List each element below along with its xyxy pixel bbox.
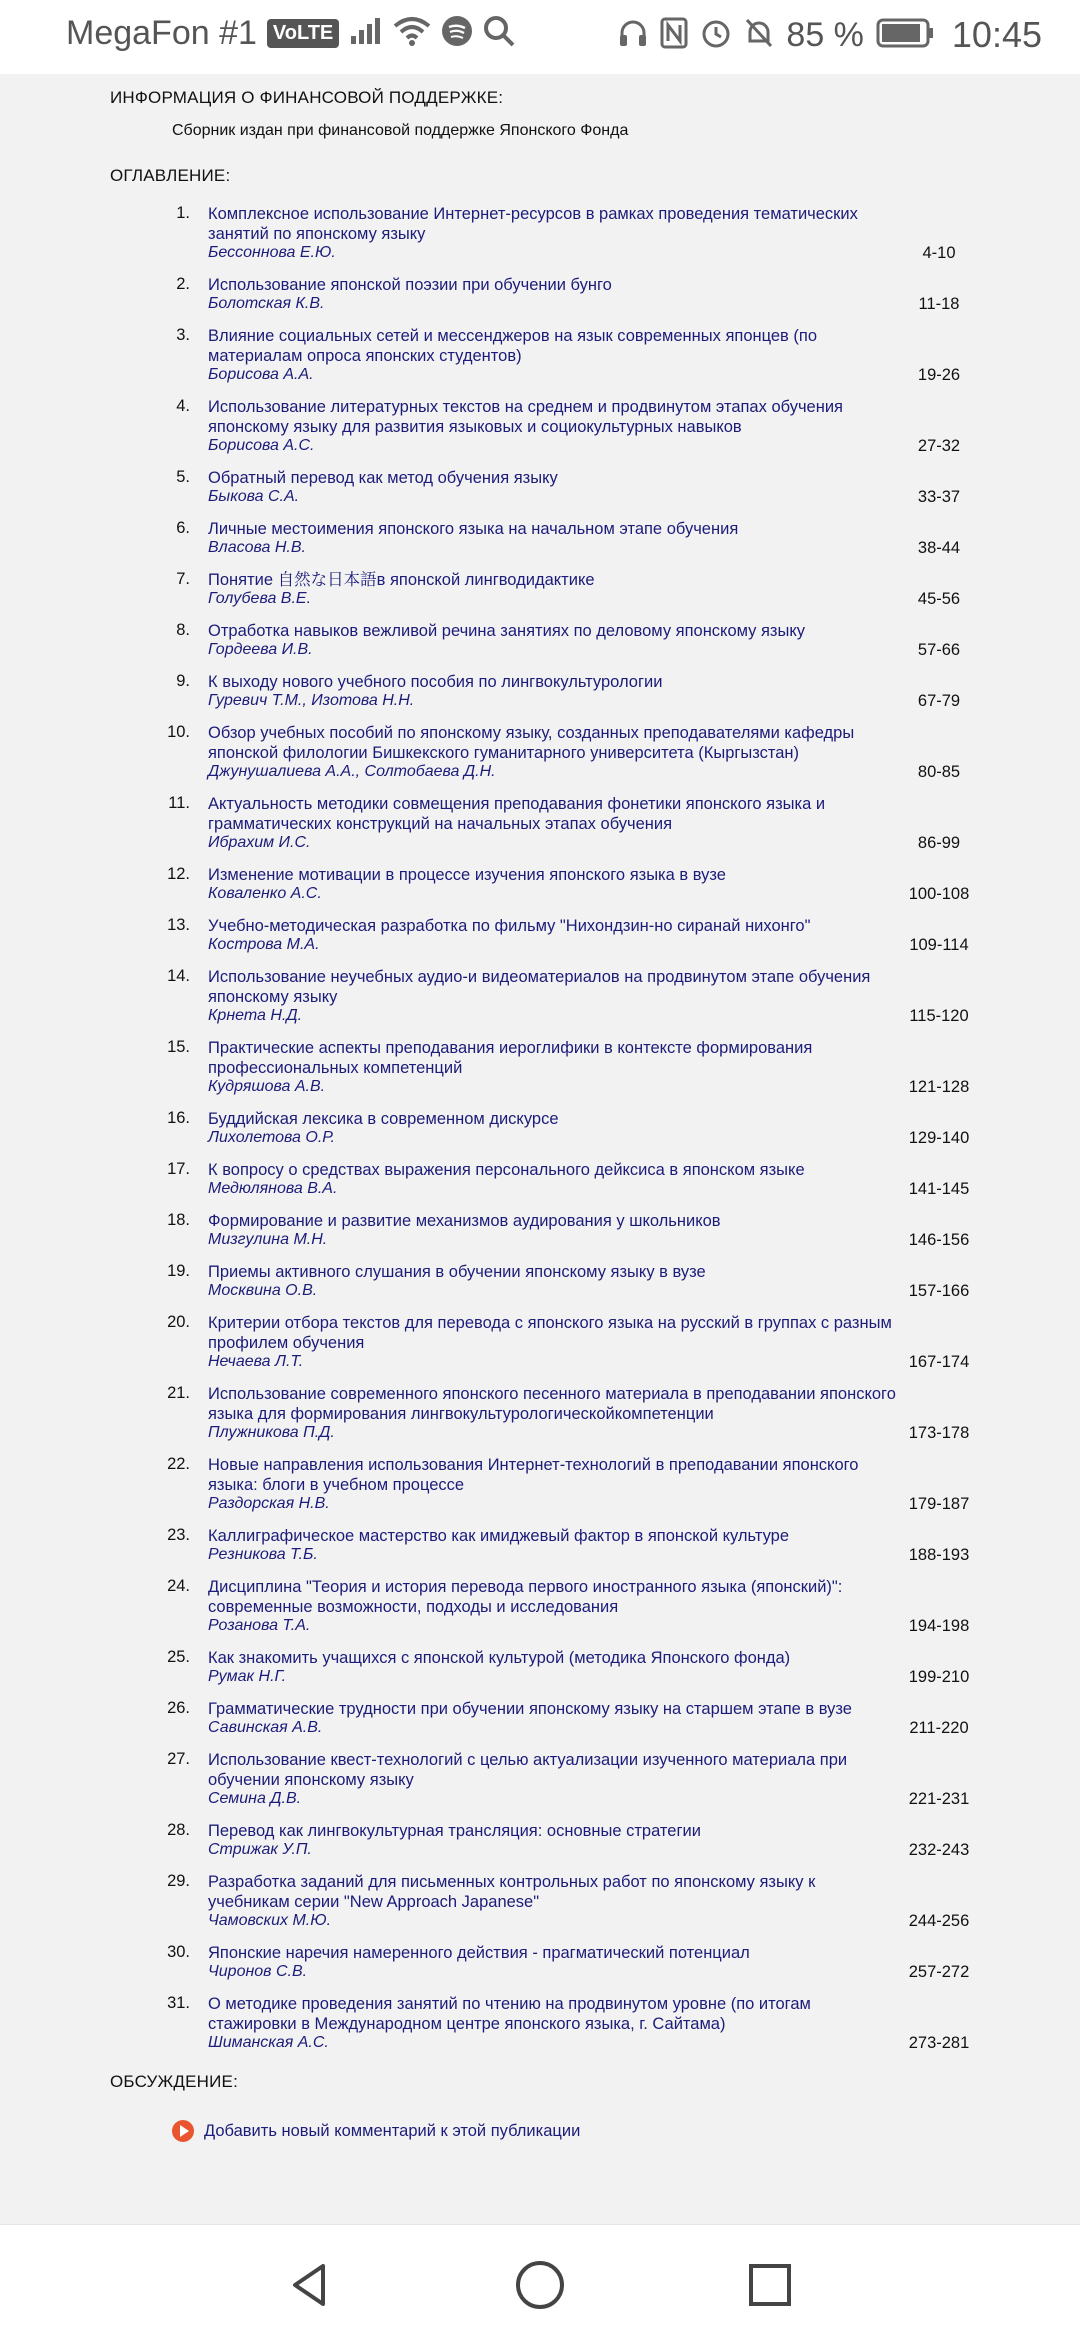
toc-item-pages: 232-243 xyxy=(908,1841,970,1859)
toc-item-author: Болотская К.В. xyxy=(208,295,325,312)
toc-item-number: 15. xyxy=(167,1038,190,1056)
finance-heading: ИНФОРМАЦИЯ О ФИНАНСОВОЙ ПОДДЕРЖКЕ: xyxy=(110,88,504,107)
toc-item-title[interactable]: Практические аспекты преподавания иероглифики в контексте формирования профессиональных компетенций xyxy=(208,1039,813,1077)
carrier-name: MegaFon #1 xyxy=(66,14,257,52)
toc-item-title[interactable]: Перевод как лингвокультурная трансляция: основные стратегии xyxy=(208,1822,701,1840)
toc-item-title[interactable]: Использование современного японского песенного материала в преподавании японского языка для формирования лингвокультурологическойкомпетенции xyxy=(208,1385,896,1423)
toc-item-author: Шиманская А.С. xyxy=(208,2034,329,2051)
toc-item-author: Мизгулина М.Н. xyxy=(208,1231,328,1248)
toc-item-pages: 179-187 xyxy=(908,1495,970,1513)
toc-item-number: 6. xyxy=(176,519,190,537)
toc-item-number: 27. xyxy=(167,1750,190,1768)
toc-item-pages: 33-37 xyxy=(917,488,961,506)
toc-item-author: Власова Н.В. xyxy=(208,539,306,556)
toc-item-author: Нечаева Л.Т. xyxy=(208,1353,304,1370)
toc-item-author: Бессоннова Е.Ю. xyxy=(208,244,336,261)
toc-item-title[interactable]: Изменение мотивации в процессе изучения японского языка в вузе xyxy=(208,866,726,884)
toc-item-title[interactable]: Каллиграфическое мастерство как имиджевый фактор в японской культуре xyxy=(208,1527,790,1545)
toc-item-number: 8. xyxy=(176,621,190,639)
toc-item-title[interactable]: К вопросу о средствах выражения персонального дейксиса в японском языке xyxy=(208,1161,805,1179)
wifi-icon xyxy=(393,16,431,51)
toc-item-number: 4. xyxy=(176,397,190,415)
toc-item-pages: 257-272 xyxy=(908,1963,970,1981)
toc-item-author: Голубева В.Е. xyxy=(208,590,312,607)
toc-item-title[interactable]: Обратный перевод как метод обучения языку xyxy=(208,469,558,487)
toc-item-title[interactable]: Как знакомить учащихся с японской культурой (методика Японского фонда) xyxy=(208,1649,791,1667)
clock: 10:45 xyxy=(951,14,1042,55)
toc-item-pages: 11-18 xyxy=(918,295,960,313)
toc-item-pages: 167-174 xyxy=(908,1353,970,1371)
volte-badge: VoLTE xyxy=(267,19,339,48)
toc-item-pages: 173-178 xyxy=(908,1424,970,1442)
toc-item-author: Чиронов С.В. xyxy=(208,1963,308,1980)
toc-item-author: Гордеева И.В. xyxy=(208,641,313,658)
home-button[interactable] xyxy=(510,2255,570,2315)
toc-item-title[interactable]: О методике проведения занятий по чтению на продвинутом уровне (по итогам стажировки в Международном центре японского языка, г. Сайтама) xyxy=(208,1995,811,2033)
toc-item-title[interactable]: Использование квест-технологий с целью актуализации изученного материала при обучении японскому языку xyxy=(208,1751,848,1789)
toc-item-pages: 211-220 xyxy=(909,1719,969,1737)
toc-item-number: 7. xyxy=(176,570,190,588)
toc-item-title[interactable]: Отработка навыков вежливой речина занятиях по деловому японскому языку xyxy=(208,622,806,640)
discussion-heading: ОБСУЖДЕНИЕ: xyxy=(110,2072,239,2091)
toc-item-pages: 67-79 xyxy=(917,692,961,710)
toc-item-title[interactable]: Грамматические трудности при обучении японскому языку на старшем этапе в вузе xyxy=(208,1700,852,1718)
toc-item-title[interactable]: Использование неучебных аудио-и видеоматериалов на продвинутом этапе обучения японскому языку xyxy=(208,968,871,1006)
toc-item-pages: 57-66 xyxy=(917,641,961,659)
status-right xyxy=(618,14,1042,56)
toc-item-number: 22. xyxy=(167,1455,190,1473)
toc-item-author: Савинская А.В. xyxy=(208,1719,323,1736)
toc-item-title[interactable]: Использование японской поэзии при обучении бунго xyxy=(208,276,612,294)
toc-item-number: 31. xyxy=(167,1994,190,2012)
toc-item-pages: 188-193 xyxy=(908,1546,970,1564)
toc-item-pages: 109-114 xyxy=(909,936,969,954)
toc-item-author: Лихолетова О.Р. xyxy=(208,1129,335,1146)
toc-item-number: 24. xyxy=(167,1577,190,1595)
toc-item-pages: 4-10 xyxy=(922,244,956,262)
toc-item-author: Кудряшова А.В. xyxy=(208,1078,326,1095)
toc-item-pages: 19-26 xyxy=(917,366,961,384)
toc-item-title[interactable]: Критерии отбора текстов для перевода с японского языка на русский в группах с разным профилем обучения xyxy=(208,1314,892,1352)
toc-heading: ОГЛАВЛЕНИЕ: xyxy=(110,166,231,185)
back-button[interactable] xyxy=(280,2255,340,2315)
toc-item-author: Медюлянова В.А. xyxy=(208,1180,338,1197)
toc-item-number: 5. xyxy=(176,468,190,486)
toc-item-pages: 129-140 xyxy=(908,1129,970,1147)
finance-text: Сборник издан при финансовой поддержке Японского Фонда xyxy=(172,122,629,139)
status-bar xyxy=(0,0,1080,74)
toc-item-author: Коваленко А.С. xyxy=(208,885,322,902)
toc-item-pages: 38-44 xyxy=(917,539,961,557)
toc-item-number: 12. xyxy=(167,865,190,883)
page-content xyxy=(0,74,1080,2224)
toc-item-pages: 146-156 xyxy=(908,1231,970,1249)
back-icon xyxy=(285,2260,335,2310)
toc-item-author: Резникова Т.Б. xyxy=(208,1546,318,1563)
toc-item-pages: 45-56 xyxy=(917,590,961,608)
toc-item-title[interactable]: Японские наречия намеренного действия - прагматический потенциал xyxy=(208,1944,750,1962)
signal-icon xyxy=(349,16,383,51)
nfc-icon xyxy=(660,17,688,54)
dnd-icon xyxy=(744,17,774,54)
headphones-icon xyxy=(618,18,648,53)
toc-item-pages: 27-32 xyxy=(917,437,961,455)
toc-item-title[interactable]: Обзор учебных пособий по японскому языку, созданных преподавателями кафедры японской филологии Бишкекского гуманитарного университета (Кыргызстан) xyxy=(208,724,855,762)
toc-item-pages: 244-256 xyxy=(908,1912,970,1930)
battery-icon xyxy=(876,18,934,53)
toc-item-pages: 194-198 xyxy=(908,1617,970,1635)
status-left xyxy=(66,14,515,53)
toc-item-pages: 100-108 xyxy=(908,885,970,903)
toc-item-author: Раздорская Н.В. xyxy=(208,1495,330,1512)
toc-item-title[interactable]: Дисциплина "Теория и история перевода первого иностранного языка (японский)": современные возможности, подходы и исследования xyxy=(208,1578,843,1616)
toc-item-title[interactable]: Использование литературных текстов на среднем и продвинутом этапах обучения японскому языку для развития языковых и социокультурных навыков xyxy=(208,398,843,436)
toc-item-number: 21. xyxy=(167,1384,190,1402)
toc-item-title[interactable]: Комплексное использование Интернет-ресурсов в рамках проведения тематических занятий по японскому языку xyxy=(208,205,858,243)
navigation-bar xyxy=(0,2224,1080,2341)
toc-item-number: 23. xyxy=(167,1526,190,1544)
toc-item-title[interactable]: Разработка заданий для письменных контрольных работ по японскому языку к учебникам серии "New Approach Japanese" xyxy=(208,1873,816,1911)
toc-item-pages: 221-231 xyxy=(908,1790,970,1808)
toc-item-author: Кострова М.А. xyxy=(208,936,320,953)
toc-item-pages: 121-128 xyxy=(908,1078,970,1096)
toc-item-number: 28. xyxy=(167,1821,190,1839)
toc-item-title[interactable]: Новые направления использования Интернет-технологий в преподавании японского языка: блоги в учебном процессе xyxy=(208,1456,859,1494)
spotify-icon xyxy=(441,15,473,52)
battery-percent: 85 % xyxy=(786,15,864,54)
toc-item-author: Крнета Н.Д. xyxy=(208,1007,303,1024)
toc-item-pages: 273-281 xyxy=(908,2034,970,2052)
toc-item-title[interactable]: Актуальность методики совмещения преподавания фонетики японского языка и грамматических конструкций на начальных этапах обучения xyxy=(208,795,826,833)
toc-item-pages: 80-85 xyxy=(917,763,961,781)
toc-item-author: Гуревич Т.М., Изотова Н.Н. xyxy=(208,692,415,709)
toc-item-title[interactable]: Понятие 自然な日本語в японской лингводидактике xyxy=(208,571,595,589)
toc-item-author: Москвина О.В. xyxy=(208,1282,318,1299)
toc-item-author: Борисова А.А. xyxy=(208,366,314,383)
toc-item-number: 11. xyxy=(168,794,190,812)
toc-item-number: 16. xyxy=(167,1109,190,1127)
toc-item-number: 2. xyxy=(176,275,190,293)
toc-item-title[interactable]: Приемы активного слушания в обучении японскому языку в вузе xyxy=(208,1263,706,1281)
add-comment-link[interactable] xyxy=(172,2120,580,2142)
toc-item-number: 13. xyxy=(167,916,190,934)
toc-item-pages: 86-99 xyxy=(917,834,961,852)
toc-item-pages: 141-145 xyxy=(908,1180,970,1198)
toc-item-title[interactable]: К выходу нового учебного пособия по лингвокультурологии xyxy=(208,673,663,691)
search-icon xyxy=(483,15,515,52)
toc-item-author: Джунушалиева А.А., Солтобаева Д.Н. xyxy=(208,763,496,780)
recents-icon xyxy=(746,2261,794,2309)
toc-item-number: 26. xyxy=(167,1699,190,1717)
toc-item-author: Борисова А.С. xyxy=(208,437,315,454)
toc-item-number: 29. xyxy=(167,1872,190,1890)
home-icon xyxy=(514,2259,566,2311)
toc-item-number: 10. xyxy=(167,723,190,741)
toc-item-number: 18. xyxy=(167,1211,190,1229)
toc-item-number: 30. xyxy=(167,1943,190,1961)
toc-item-number: 14. xyxy=(167,967,190,985)
toc-item-author: Семина Д.В. xyxy=(208,1790,302,1807)
toc-item-pages: 115-120 xyxy=(909,1007,969,1025)
toc-item-author: Чамовских М.Ю. xyxy=(208,1912,332,1929)
add-comment-label: Добавить новый комментарий к этой публикации xyxy=(204,2121,581,2140)
toc-item-number: 25. xyxy=(167,1648,190,1666)
alarm-icon xyxy=(700,17,732,54)
toc-item-title[interactable]: Влияние социальных сетей и мессенджеров на язык современных японцев (по материалам опроса японских студентов) xyxy=(208,327,818,365)
toc-item-title[interactable]: Буддийская лексика в современном дискурсе xyxy=(208,1110,559,1128)
toc-item-pages: 157-166 xyxy=(908,1282,970,1300)
toc-item-number: 9. xyxy=(176,672,190,690)
toc-item-title[interactable]: Формирование и развитие механизмов аудирования у школьников xyxy=(208,1212,721,1230)
toc-item-number: 3. xyxy=(176,326,190,344)
toc-item-number: 17. xyxy=(167,1160,190,1178)
toc-item-author: Плужникова П.Д. xyxy=(208,1424,335,1441)
toc-item-title[interactable]: Учебно-методическая разработка по фильму "Нихондзин-но сиранай нихонго" xyxy=(208,917,811,935)
toc-item-author: Быкова С.А. xyxy=(208,488,300,505)
toc-item-author: Стрижак У.П. xyxy=(208,1841,312,1858)
recents-button[interactable] xyxy=(740,2255,800,2315)
play-icon xyxy=(172,2120,194,2142)
toc-item-title[interactable]: Личные местоимения японского языка на начальном этапе обучения xyxy=(208,520,739,538)
toc-item-number: 19. xyxy=(167,1262,190,1280)
toc-item-author: Розанова Т.А. xyxy=(208,1617,311,1634)
toc-item-author: Ибрахим И.С. xyxy=(208,834,311,851)
toc-item-author: Румак Н.Г. xyxy=(208,1668,287,1685)
toc-item-pages: 199-210 xyxy=(908,1668,970,1686)
toc-item-number: 20. xyxy=(167,1313,190,1331)
toc-item-number: 1. xyxy=(176,204,190,222)
